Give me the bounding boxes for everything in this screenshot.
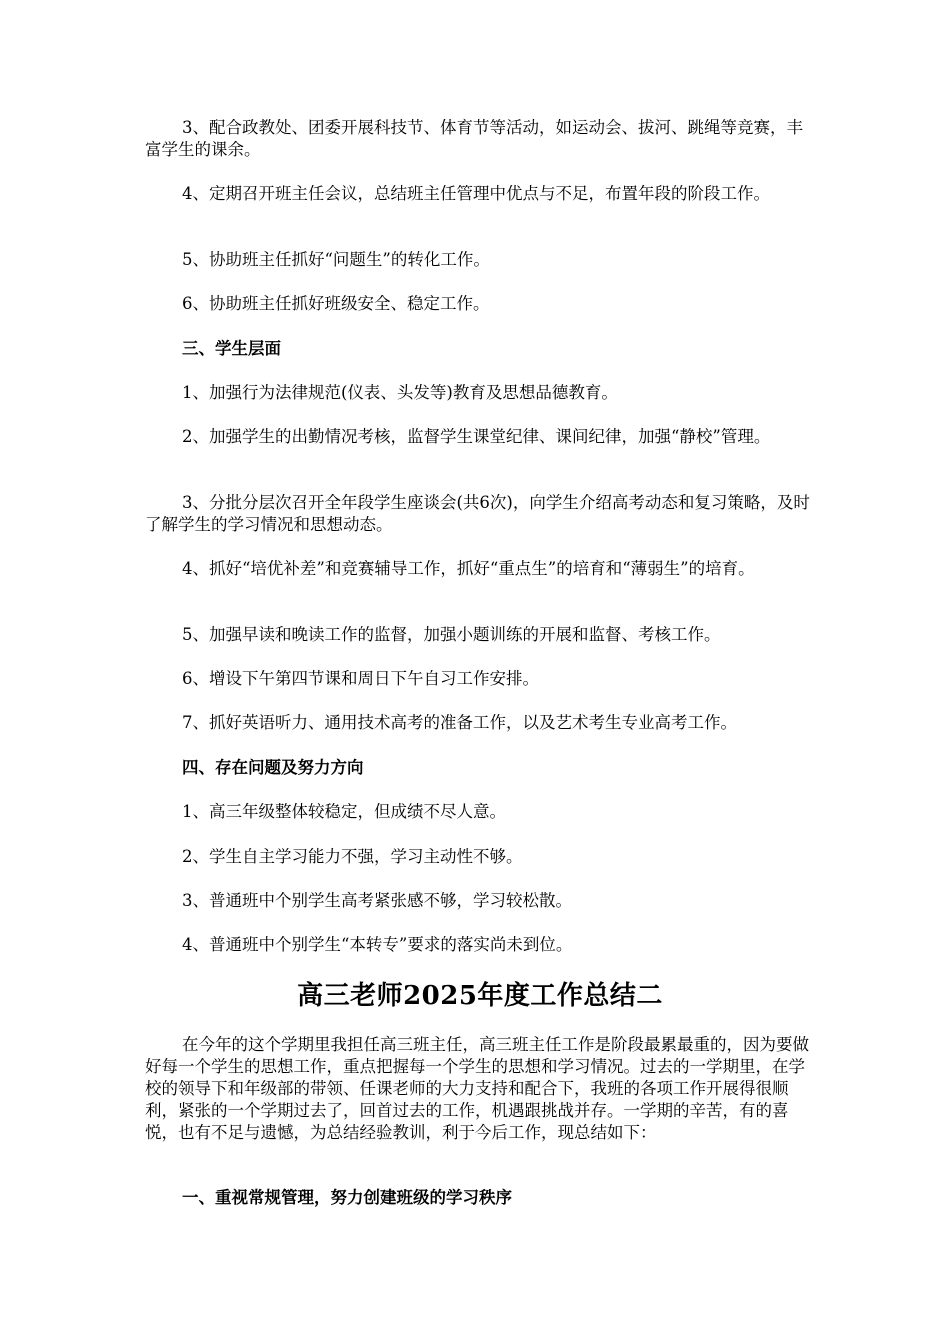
paragraph-s3-item-5: 5、加强早读和晚读工作的监督，加强小题训练的开展和监督、考核工作。 bbox=[182, 625, 721, 644]
paragraph-s4-item-3: 3、普通班中个别学生高考紧张感不够，学习较松散。 bbox=[182, 891, 572, 910]
paragraph-intro: 在今年的这个学期里我担任高三班主任，高三班主任工作是阶段最累最重的，因为要做好每一个学生的思想工作，重点把握每一个学生的思想和学习情况。过去的一学期里，在学校的领导下和年级部的带领、任课老师的大力支持和配合下，我班的各项工作开展得很顺利，紧张的一个学期过去了，回首过去的工作，机遇跟挑战并存。一学期的辛苦，有的喜悦，也有不足与遗憾，为总结经验教训，利于今后工作，现总结如下： bbox=[145, 1035, 809, 1142]
section-heading-students: 三、学生层面 bbox=[182, 339, 281, 358]
document-title: 高三老师2025年度工作总结二 bbox=[297, 981, 663, 1011]
paragraph-s3-item-7: 7、抓好英语听力、通用技术高考的准备工作，以及艺术考生专业高考工作。 bbox=[182, 713, 737, 732]
paragraph-s3-item-6: 6、增设下午第四节课和周日下午自习工作安排。 bbox=[182, 669, 539, 688]
paragraph-s3-item-3: 3、分批分层次召开全年段学生座谈会(共6次)，向学生介绍高考动态和复习策略，及时了解学生的学习情况和思想动态。 bbox=[145, 493, 810, 534]
paragraph-s3-item-2: 2、加强学生的出勤情况考核，监督学生课堂纪律、课间纪律，加强“静校”管理。 bbox=[182, 427, 771, 446]
section-heading-routine: 一、重视常规管理，努力创建班级的学习秩序 bbox=[182, 1188, 512, 1207]
paragraph-s4-item-1: 1、高三年级整体较稳定，但成绩不尽人意。 bbox=[182, 802, 506, 821]
paragraph-s2-item-4: 4、定期召开班主任会议，总结班主任管理中优点与不足，布置年段的阶段工作。 bbox=[182, 184, 770, 203]
paragraph-s2-item-3: 3、配合政教处、团委开展科技节、体育节等活动，如运动会、拔河、跳绳等竞赛，丰富学生的课余。 bbox=[145, 118, 803, 159]
paragraph-s2-item-5: 5、协助班主任抓好“问题生”的转化工作。 bbox=[182, 250, 490, 269]
paragraph-s3-item-1: 1、加强行为法律规范(仪表、头发等)教育及思想品德教育。 bbox=[182, 383, 618, 402]
paragraph-s4-item-4: 4、普通班中个别学生“本转专”要求的落实尚未到位。 bbox=[182, 935, 573, 954]
paragraph-s3-item-4: 4、抓好“培优补差”和竞赛辅导工作，抓好“重点生”的培育和“薄弱生”的培育。 bbox=[182, 559, 755, 578]
section-heading-problems: 四、存在问题及努力方向 bbox=[182, 758, 364, 777]
paragraph-s2-item-6: 6、协助班主任抓好班级安全、稳定工作。 bbox=[182, 294, 490, 313]
paragraph-s4-item-2: 2、学生自主学习能力不强，学习主动性不够。 bbox=[182, 847, 523, 866]
